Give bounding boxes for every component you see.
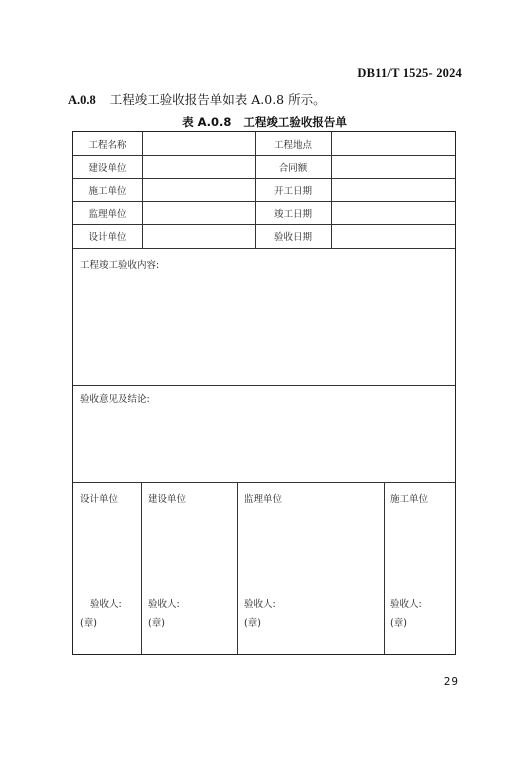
field-start-date[interactable] xyxy=(331,178,455,201)
label-construction-owner: 建设单位 xyxy=(88,162,127,174)
label-start-date: 开工日期 xyxy=(273,185,312,197)
signature-unit-owner: 建设单位 xyxy=(148,494,187,505)
field-designer[interactable] xyxy=(142,224,255,248)
field-acceptance-date[interactable] xyxy=(331,224,455,248)
signature-seal-owner: (章) xyxy=(148,618,165,629)
field-contractor[interactable] xyxy=(142,178,255,201)
clause-text: 工程竣工验收报告单如表 A.0.8 所示。 xyxy=(109,92,326,107)
table-number: 表 A.0.8 xyxy=(182,115,232,129)
field-construction-owner[interactable] xyxy=(142,155,255,178)
label-project-name: 工程名称 xyxy=(88,139,127,151)
acceptance-content-label: 工程竣工验收内容: xyxy=(80,260,160,271)
acceptance-report-form xyxy=(72,131,456,655)
table-title xyxy=(0,114,529,130)
clause-number: A.0.8 xyxy=(68,93,96,107)
label-designer: 设计单位 xyxy=(88,232,127,243)
field-project-name[interactable] xyxy=(142,132,255,155)
label-contractor: 施工单位 xyxy=(88,185,127,197)
standard-code: DB11/T 1525- 2024 xyxy=(357,66,462,80)
acceptance-opinion-label: 验收意见及结论: xyxy=(80,394,150,405)
signature-acceptor-owner: 验收人: xyxy=(148,599,180,610)
signature-seal-supervisor: (章) xyxy=(244,618,261,629)
signature-acceptor-designer: 验收人: xyxy=(90,599,122,610)
acceptance-opinion-area[interactable] xyxy=(73,385,455,482)
field-supervisor[interactable] xyxy=(142,201,255,224)
signature-unit-contractor: 施工单位 xyxy=(390,494,429,505)
signature-seal-designer: (章) xyxy=(80,618,97,629)
signature-unit-designer: 设计单位 xyxy=(80,494,119,505)
table-name: 工程竣工验收报告单 xyxy=(243,115,347,129)
signature-seal-contractor: (章) xyxy=(390,618,407,629)
signature-acceptor-contractor: 验收人: xyxy=(390,599,422,610)
page-number: 29 xyxy=(443,675,459,688)
field-project-location[interactable] xyxy=(331,132,455,155)
field-contract-amount[interactable] xyxy=(331,155,455,178)
signature-unit-supervisor: 监理单位 xyxy=(244,494,283,505)
clause-paragraph xyxy=(68,90,326,108)
signature-acceptor-supervisor: 验收人: xyxy=(244,599,276,610)
label-supervisor: 监理单位 xyxy=(88,208,127,220)
label-project-location: 工程地点 xyxy=(273,139,312,151)
field-completion-date[interactable] xyxy=(331,201,455,224)
label-acceptance-date: 验收日期 xyxy=(273,232,312,243)
label-contract-amount: 合同额 xyxy=(278,162,308,174)
label-completion-date: 竣工日期 xyxy=(273,208,312,220)
acceptance-content-area[interactable] xyxy=(73,248,455,385)
